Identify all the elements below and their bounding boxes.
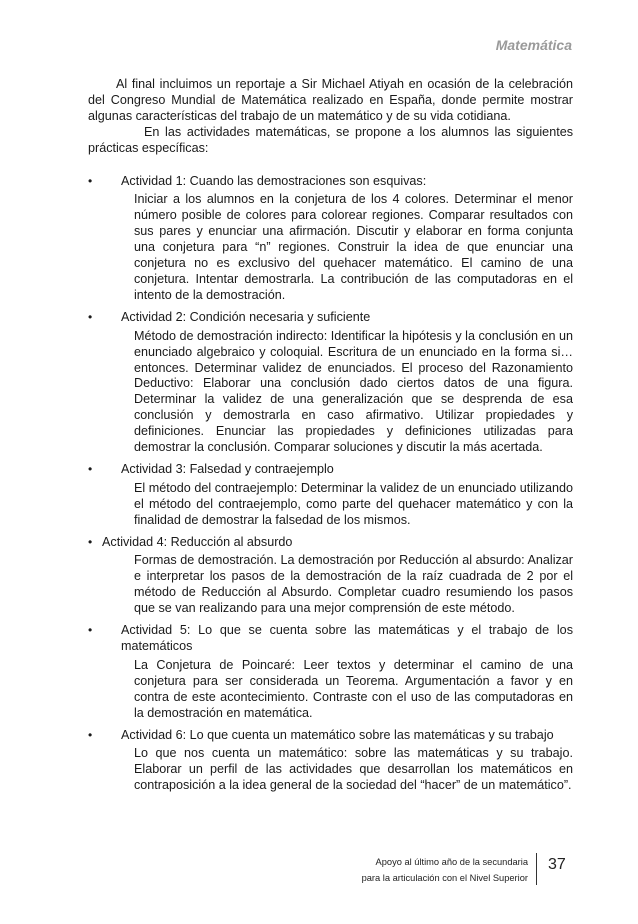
activity-5: [88, 623, 573, 721]
activity-6: [88, 728, 573, 795]
activity-title: Actividad 2: Condición necesaria y suficiente: [121, 309, 371, 324]
activity-title-row: [88, 535, 573, 551]
activity-title-row: [88, 728, 573, 744]
footer-caption: [330, 854, 528, 886]
bullet-icon: •: [88, 309, 93, 324]
main-content: [88, 77, 573, 800]
footer-line-1: Apoyo al último año de la secundaria: [375, 857, 528, 867]
bullet-icon: •: [88, 173, 93, 188]
activity-2: [88, 310, 573, 456]
activity-title-row: [88, 174, 573, 190]
activity-4: [88, 535, 573, 618]
bullet-icon: •: [88, 623, 93, 638]
bullet-icon: •: [88, 534, 93, 549]
footer-divider: [536, 853, 537, 885]
activity-title: Actividad 3: Falsedad y contraejemplo: [121, 461, 334, 476]
activity-title-row: [88, 462, 573, 478]
intro-paragraph: Al final incluimos un reportaje a Sir Michael Atiyah en ocasión de la celebración del Congreso Mundial de Matemática realizado en España, donde permite mostrar algunas características del trabajo de un matemático y de su vida cotidiana.: [88, 77, 573, 123]
activity-description: Lo que nos cuenta un matemático: sobre las matemáticas y su trabajo. Elaborar un perfil de las actividades que desarrollan los matemáticos en contraposición a la idea general de la sociedad del “hacer” de un matemático”.: [134, 746, 573, 793]
activity-description: La Conjetura de Poincaré: Leer textos y determinar el camino de una conjetura para ser considerada un Teorema. Argumentación a favor y en contra de este acontecimiento. Contraste con el uso de las computadoras en la demostración en matemática.: [134, 657, 573, 720]
running-header: Matemática: [495, 37, 572, 53]
activity-title: Actividad 5: Lo que se cuenta sobre las matemáticas y el trabajo de los matemáticos: [121, 623, 573, 653]
activity-title-row: [88, 310, 573, 326]
activity-title: Actividad 6: Lo que cuenta un matemático sobre las matemáticas y su trabajo: [121, 727, 554, 742]
activity-description: El método del contraejemplo: Determinar la validez de un enunciado utilizando el método del contraejemplo, como parte del quehacer matemático y con la finalidad de demostrar la falsedad de los mismos.: [134, 480, 573, 527]
activity-description: Método de demostración indirecto: Identificar la hipótesis y la conclusión en un enunciado algebraico y coloquial. Escritura de un enunciado en la forma si…entonces. Determinar validez de enunciados. El proceso del Razonamiento Deductivo: Elaborar una conclusión dado ciertos datos de una figura. Determinar la validez de una generalización que se desprenda de esa conclusión y demostrarla en caso afirmativo. Utilizar propiedades y definiciones. Enunciar las propiedades y definiciones utilizadas para demostrar la conclusión. Comparar soluciones y discutir la más acertada.: [134, 328, 573, 455]
activity-title-row: [88, 623, 573, 655]
page-number: 37: [548, 856, 566, 873]
activity-title: Actividad 1: Cuando las demostraciones son esquivas:: [121, 173, 427, 188]
activity-1: [88, 174, 573, 304]
activity-description: Formas de demostración. La demostración por Reducción al absurdo: Analizar e interpretar los pasos de la demostración de la raíz cuadrada de 2 por el método de Reducción al Absurdo. Completar cuadro resumiendo los pasos que se van realizando para una mejor comprensión de este método.: [134, 553, 573, 616]
activity-description: Iniciar a los alumnos en la conjetura de los 4 colores. Determinar el menor número posible de colores para colorear regiones. Comparar resultados con sus pares y enunciar una afirmación. Discutir y elaborar en forma conjunta una conjetura para “n” regiones. Construir la idea de que enunciar una conjetura no es exclusivo del quehacer matemático. El camino de una conjetura. Intentar demostrarla. La contribución de las computadoras en el intento de la demostración.: [134, 192, 573, 302]
activity-title: Actividad 4: Reducción al absurdo: [102, 534, 293, 549]
bullet-icon: •: [88, 727, 93, 742]
activity-3: [88, 462, 573, 529]
bullet-icon: •: [88, 461, 93, 476]
footer-line-2: para la articulación con el Nivel Superior: [361, 873, 528, 883]
activities-intro-paragraph: En las actividades matemáticas, se propone a los alumnos las siguientes prácticas específicas:: [88, 124, 573, 155]
